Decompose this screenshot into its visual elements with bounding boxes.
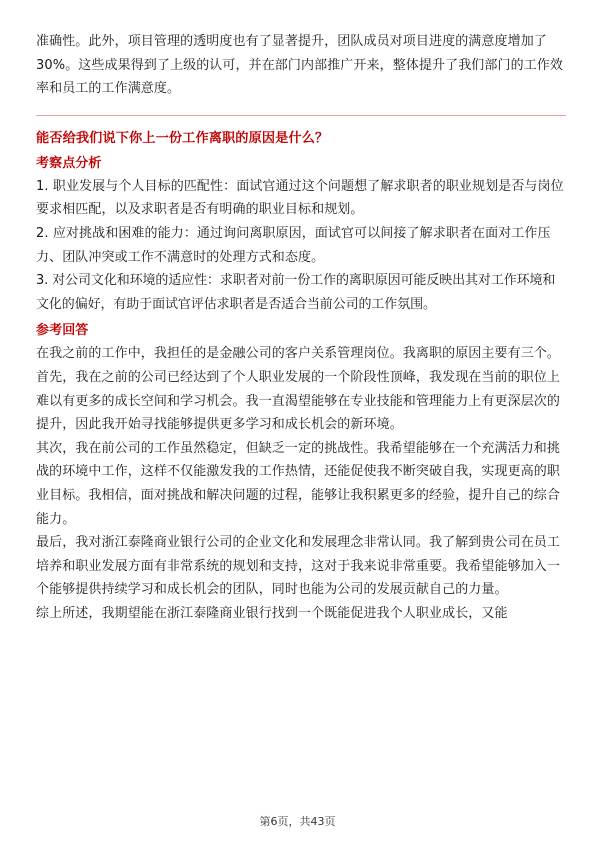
answer-paragraph: 其次，我在前公司的工作虽然稳定，但缺乏一定的挑战性。我希望能够在一个充满活力和挑战的环境中工作，这样不仅能激发我的工作热情，还能促使我不断突破自我，实现更高的职业目标。我相信，面对挑战和解决问题的过程，能够让我积累更多的经验，提升自己的综合能力。 bbox=[36, 440, 561, 527]
analysis-section-title: 考察点分析 bbox=[36, 155, 102, 171]
page-footer bbox=[0, 815, 595, 829]
interview-question: 能否给我们说下你上一份工作离职的原因是什么？ bbox=[36, 115, 566, 150]
answer-section-title: 参考回答 bbox=[36, 323, 89, 339]
analysis-point: 3. 对公司文化和环境的适应性：求职者对前一份工作的离职原因可能反映出其对工作环境和文化的偏好，有助于面试官评估求职者是否适合当前公司的工作氛围。 bbox=[36, 273, 556, 312]
answer-paragraph: 综上所述，我期望能在浙江泰隆商业银行找到一个既能促进我个人职业成长，又能 bbox=[36, 605, 508, 621]
answer-paragraph: 最后，我对浙江泰隆商业银行公司的企业文化和发展理念非常认同。我了解到贵公司在员工培养和职业发展方面有非常系统的规划和支持，这对于我来说非常重要。我希望能够加入一个能够提供持续学习和成长机会的团队，同时也能为公司的发展贡献自己的力量。 bbox=[36, 535, 561, 598]
page-content bbox=[36, 30, 566, 625]
analysis-point: 1. 职业发展与个人目标的匹配性：面试官通过这个问题想了解求职者的职业规划是否与岗位要求相匹配，以及求职者是否有明确的职业目标和规划。 bbox=[36, 178, 564, 218]
analysis-point: 2. 应对挑战和困难的能力：通过询问离职原因，面试官可以间接了解求职者在面对工作压力、团队冲突或工作不满意时的处理方式和态度。 bbox=[36, 225, 551, 265]
intro-paragraph: 准确性。此外，项目管理的透明度也有了显著提升，团队成员对项目进度的满意度增加了30%。这些成果得到了上级的认可，并在部门内部推广开来，整体提升了我们部门的工作效率和员工的工作满意度。 bbox=[36, 34, 563, 97]
answer-paragraph: 在我之前的工作中，我担任的是金融公司的客户关系管理岗位。我离职的原因主要有三个。首先，我在之前的公司已经达到了个人职业发展的一个阶段性顶峰，我发现在当前的职位上难以有更多的成长空间和学习机会。我一直渴望能够在专业技能和管理能力上有更深层次的提升，因此我开始寻找能够提供更多学习和成长机会的新环境。 bbox=[36, 346, 561, 433]
page-number: 第6页，共43页 bbox=[259, 815, 336, 828]
